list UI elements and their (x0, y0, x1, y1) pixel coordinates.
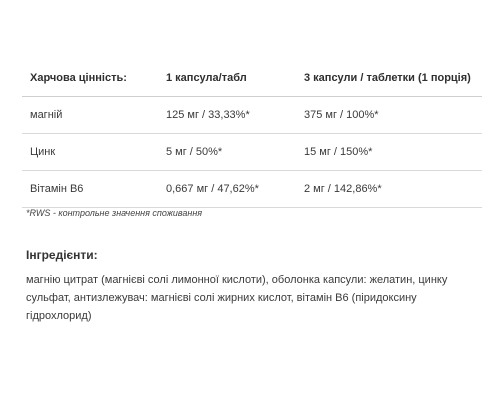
header-per-serving: 3 капсули / таблетки (1 порція) (296, 60, 482, 97)
per-capsule-value: 0,667 мг / 47,62%* (158, 171, 296, 208)
per-serving-value: 375 мг / 100%* (296, 97, 482, 134)
ingredients-text: магнію цитрат (магнієві солі лимонної кислоти), оболонка капсули: желатин, цинку сульфат, антизлежувач: магнієві солі жирних кислот, вітамін В6 (піридоксину гідрохлорид) (26, 274, 448, 322)
per-capsule-value: 125 мг / 33,33%* (158, 97, 296, 134)
table-row (22, 97, 482, 134)
rws-footnote: *RWS - контрольне значення споживання (26, 208, 203, 218)
nutrient-name: Вітамін В6 (22, 171, 158, 208)
ingredients-heading: Інгредієнти: (26, 248, 98, 262)
table-row (22, 134, 482, 171)
table-header-row (22, 60, 482, 97)
per-serving-value: 2 мг / 142,86%* (296, 171, 482, 208)
header-nutrition-value: Харчова цінність: (22, 60, 158, 97)
nutrient-name: магній (22, 97, 158, 134)
nutrient-name: Цинк (22, 134, 158, 171)
per-capsule-value: 5 мг / 50%* (158, 134, 296, 171)
header-per-capsule: 1 капсула/табл (158, 60, 296, 97)
nutrition-table (22, 60, 482, 208)
per-serving-value: 15 мг / 150%* (296, 134, 482, 171)
table-row (22, 171, 482, 208)
